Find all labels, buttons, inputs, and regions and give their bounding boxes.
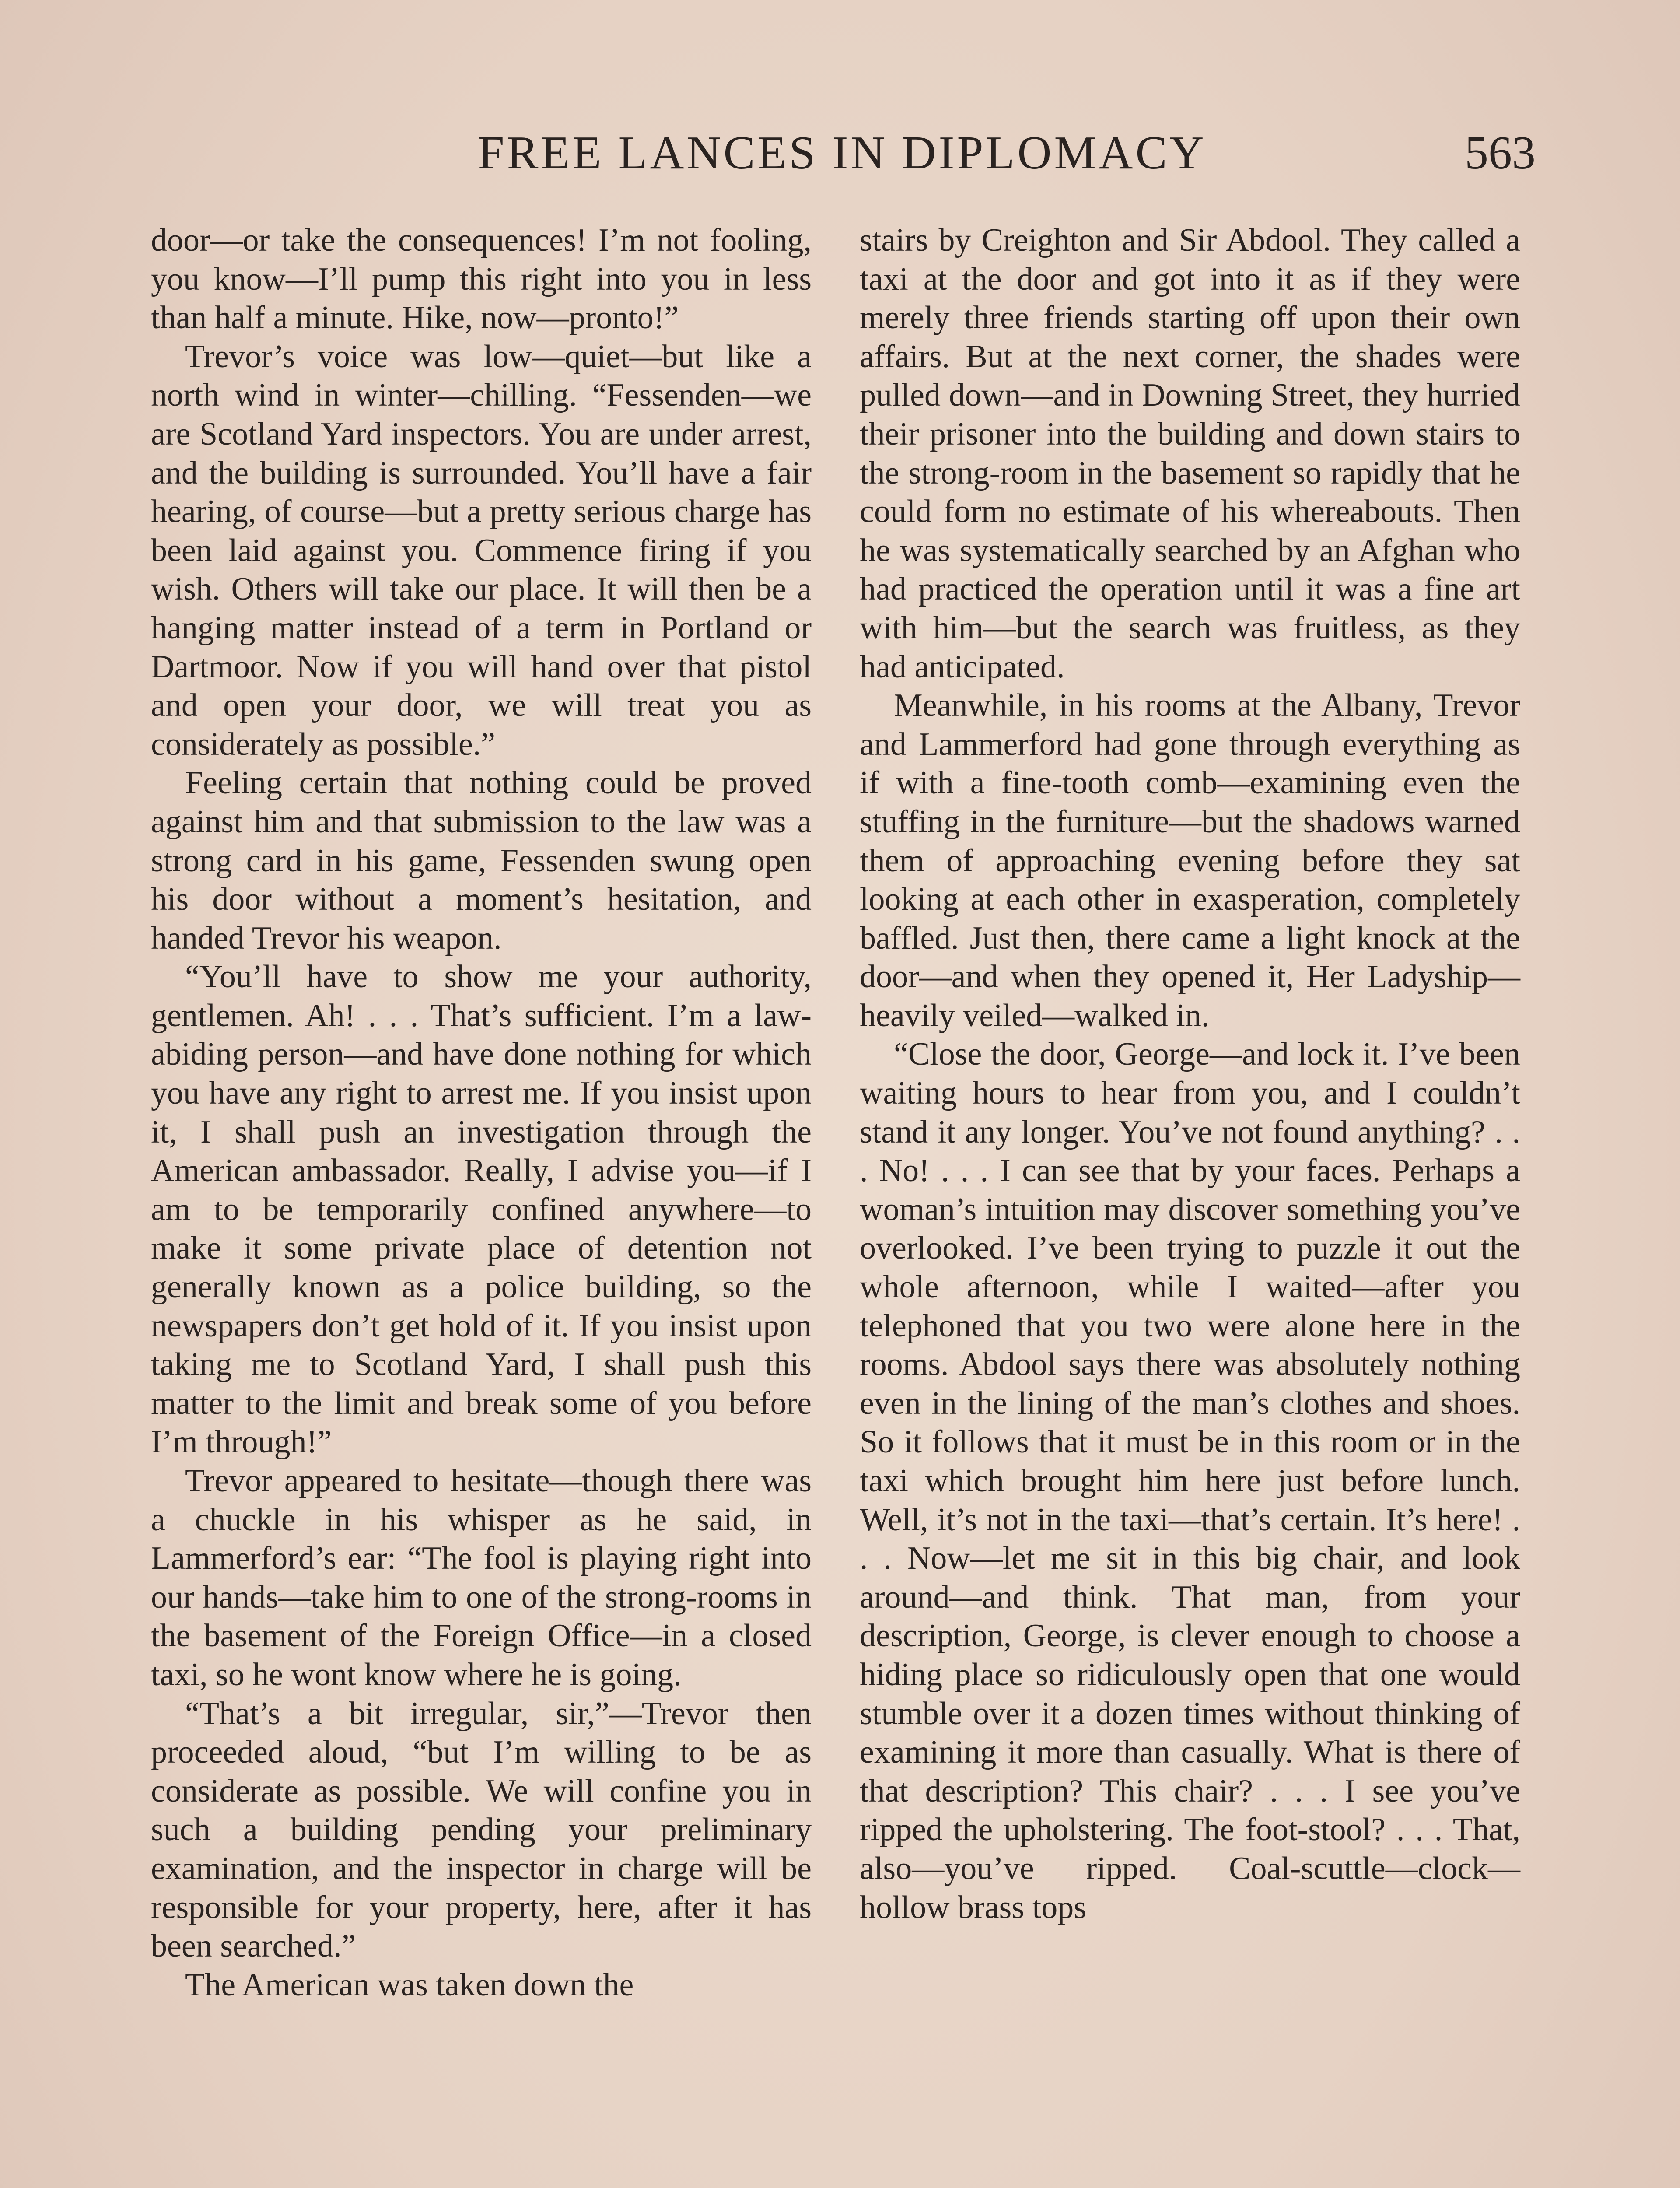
right-column [860, 221, 1520, 1927]
running-header [149, 127, 1536, 179]
page-title: FREE LANCES IN DIPLOMACY [478, 127, 1207, 179]
paragraph: Feeling certain that nothing could be proved against him and that submission to the law was a strong card in his game, Fessenden swung open his door without a moment’s hesitation, and handed Trevor his weapon. [151, 765, 812, 956]
paragraph: “That’s a bit irregular, sir,”—Trevor then proceeded aloud, “but I’m willing to be as considerate as possible. We will confine you in such a building pending your preliminary examination, and the inspector in charge will be responsible for your property, here, after it has been searched.” [151, 1695, 812, 1964]
paragraph: “You’ll have to show me your authority, gentlemen. Ah! . . . That’s sufficient. I’m a law-abiding person—and have done nothing for which you have any right to arrest me. If you insist upon it, I shall push an investigation through the American ambassador. Really, I advise you—if I am to be temporarily confined anywhere—to make it some private place of detention not generally known as a police building, so the newspapers don’t get hold of it. If you insist upon taking me to Scotland Yard, I shall push this matter to the limit and break some of you before I’m through!” [151, 959, 812, 1460]
paragraph: Meanwhile, in his rooms at the Albany, Trevor and Lammerford had gone through everything as if with a fine-tooth comb—examining even the stuffing in the furniture—but the shadows warned them of approaching evening before they sat looking at each other in exasperation, completely baffled. Just then, there came a light knock at the door—and when they opened it, Her Ladyship—heavily veiled—walked in. [860, 687, 1520, 1034]
paragraph: door—or take the consequences! I’m not fooling, you know—I’ll pump this right into you in less than half a minute. Hike, now—pronto!” [151, 222, 812, 336]
left-column [151, 221, 812, 2004]
paragraph: “Close the door, George—and lock it. I’ve been waiting hours to hear from you, and I couldn’t stand it any longer. You’ve not found anything? . . . No! . . . I can see that by your faces. Perhaps a woman’s intuition may discover something you’ve overlooked. I’ve been trying to puzzle it out the whole afternoon, while I waited—after you telephoned that you two were alone here in the rooms. Abdool says there was absolutely nothing even in the lining of the man’s clothes and shoes. So it follows that it must be in this room or in the taxi which brought him here just before lunch. Well, it’s not in the taxi—that’s certain. It’s here! . . . Now—let me sit in this big chair, and look around—and think. That man, from your description, George, is clever enough to choose a hiding place so ridiculously open that one would stumble over it a dozen times without thinking of examining it more than casually. What is there of that description? This chair? . . . I see you’ve ripped the upholstering. The foot-stool? . . . That, also—you’ve ripped. Coal-scuttle—clock—hollow brass tops [860, 1036, 1520, 1925]
paragraph: Trevor appeared to hesitate—though there was a chuckle in his whisper as he said, in Lammerford’s ear: “The fool is playing right into our hands—take him to one of the strong-rooms in the basement of the Foreign Office—in a closed taxi, so he wont know where he is going. [151, 1463, 812, 1693]
paragraph: Trevor’s voice was low—quiet—but like a north wind in winter—chilling. “Fessenden—we are Scotland Yard inspectors. You are under arrest, and the building is surrounded. You’ll have a fair hearing, of course—but a pretty serious charge has been laid against you. Commence firing if you wish. Others will take our place. It will then be a hanging matter instead of a term in Portland or Dartmoor. Now if you will hand over that pistol and open your door, we will treat you as considerately as possible.” [151, 338, 812, 762]
paragraph: The American was taken down the [185, 1967, 634, 2003]
paragraph: stairs by Creighton and Sir Abdool. They called a taxi at the door and got into it as if they were merely three friends starting off upon their own affairs. But at the next corner, the shades were pulled down—and in Downing Street, they hurried their prisoner into the building and down stairs to the strong-room in the basement so rapidly that he could form no estimate of his whereabouts. Then he was systematically searched by an Afghan who had practiced the operation until it was a fine art with him—but the search was fruitless, as they had anticipated. [860, 222, 1520, 685]
page-number: 563 [1465, 127, 1536, 179]
